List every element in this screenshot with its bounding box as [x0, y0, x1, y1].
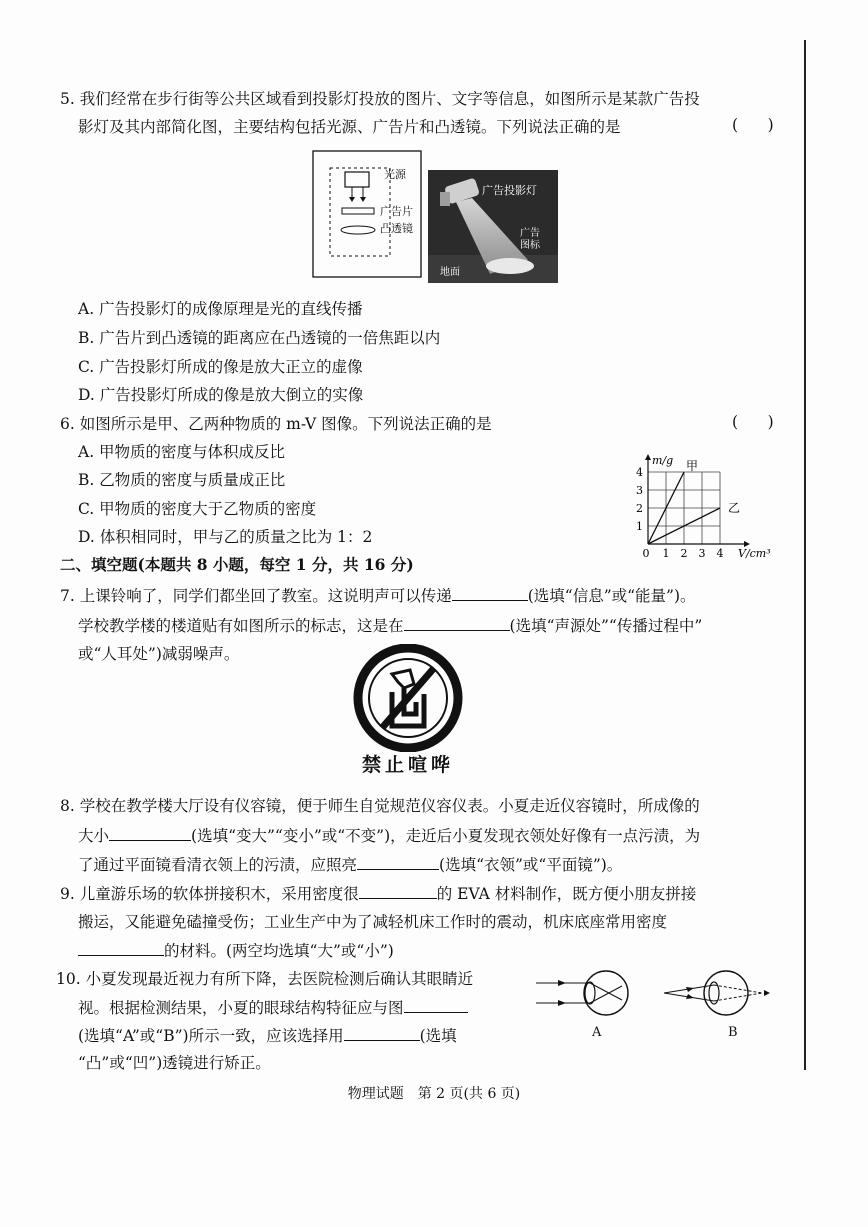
q8-line3: [78, 853, 622, 876]
q9-line1: [60, 882, 696, 905]
q9-blank-1[interactable]: [359, 882, 437, 899]
y-tick-label: 1: [636, 520, 643, 533]
q5-option-d: D. 广告投影灯所成的像是放大倒立的实像: [78, 386, 364, 404]
q9-text-2: 的 EVA 材料制作，既方便小朋友拼接: [436, 885, 697, 903]
q6-option-a: A. 甲物质的密度与体积成反比: [78, 443, 286, 461]
q5-answer-paren: ( ): [732, 116, 774, 134]
q8-text-2: (选填“变大”“变小”或“不变”)，走近后小夏发现衣领处好像有一点污渍，为: [191, 827, 701, 845]
eye-label-b: B: [728, 1025, 738, 1040]
q5-option-c: C. 广告投影灯所成的像是放大正立的虚像: [78, 358, 363, 376]
q9-blank-2[interactable]: [78, 939, 164, 956]
series-label: 乙: [728, 501, 741, 515]
q9-line3: [78, 939, 394, 962]
q7-blank-1[interactable]: [452, 584, 528, 601]
page-footer: 物理试题 第 2 页(共 6 页): [347, 1086, 521, 1102]
eye-diagram-a: [536, 966, 660, 1020]
sign-caption: 禁止喧哗: [361, 754, 454, 776]
q8-text-4: (选填“衣领”或“平面镜”)。: [439, 856, 623, 874]
y-axis-label: m/g: [652, 454, 674, 467]
q6-stem: 6. 如图所示是甲、乙两种物质的 m-V 图像。下列说法正确的是: [60, 415, 492, 433]
q9-line2: 搬运，又能避免磕撞受伤；工业生产中为了减轻机床工作时的震动，机床底座常用密度: [78, 913, 668, 931]
q7-line3: 或“人耳处”)减弱噪声。: [78, 645, 240, 663]
q7-text-1: 7. 上课铃响了，同学们都坐回了教室。这说明声可以传递: [60, 587, 452, 605]
y-axis-arrow: [645, 454, 651, 460]
no-noise-sign-icon: [352, 644, 464, 752]
y-tick-label: 3: [636, 484, 643, 497]
q8-blank-1[interactable]: [109, 824, 191, 841]
label-light-source: 光源: [384, 168, 406, 181]
x-tick-label: 4: [716, 547, 724, 560]
x-tick-label: 0: [642, 547, 650, 560]
x-tick-label: 2: [680, 547, 688, 560]
label-convex-lens: 凸透镜: [380, 222, 413, 235]
page-margin-rule: [804, 40, 806, 1070]
label-ad-pattern: 广告图标: [520, 228, 540, 251]
q10-line1: 10. 小夏发现最近视力有所下降，去医院检测后确认其眼睛近: [56, 970, 474, 988]
series-label: 甲: [686, 459, 699, 473]
label-ground: 地面: [440, 267, 460, 278]
q6-option-c: C. 甲物质的密度大于乙物质的密度: [78, 500, 317, 518]
y-tick-label: 2: [636, 502, 643, 515]
q10-text-2: (选填“A”或“B”)所示一致，应该选择用: [78, 1027, 344, 1045]
q10-line4: “凸”或“凹”)透镜进行矫正。: [78, 1054, 271, 1072]
q6-option-d: D. 体积相同时，甲与乙的质量之比为 1：2: [78, 528, 373, 546]
q8-line2: [78, 824, 700, 847]
q5-option-b: B. 广告片到凸透镜的距离应在凸透镜的一倍焦距以内: [78, 329, 441, 347]
q8-text-3: 了通过平面镜看清衣领上的污渍，应照亮: [78, 856, 358, 874]
q5-stem-line2: 影灯及其内部简化图，主要结构包括光源、广告片和凸透镜。下列说法正确的是: [78, 118, 621, 136]
q10-text-1: 视。根据检测结果，小夏的眼球结构特征应与图: [78, 999, 404, 1017]
q6-option-b: B. 乙物质的密度与质量成正比: [78, 471, 286, 489]
q9-text-1: 9. 儿童游乐场的软体拼接积木，采用密度很: [60, 885, 359, 903]
q7-text-2: (选填“信息”或“能量”)。: [527, 587, 696, 605]
y-tick-label: 4: [636, 466, 643, 479]
q5-stem-line1: 5. 我们经常在步行街等公共区域看到投影灯投放的图片、文字等信息，如图所示是某款广告投: [60, 90, 700, 108]
x-tick-label: 3: [698, 547, 706, 560]
q7-text-3: 学校教学楼的楼道贴有如图所示的标志，这是在: [78, 617, 404, 635]
q6-answer-paren: ( ): [732, 413, 774, 431]
q10-line2: [78, 996, 468, 1019]
mv-graph: [628, 440, 788, 560]
q9-text-3: 的材料。(两空均选填“大”或“小”): [164, 942, 394, 960]
q7-line2: [78, 614, 702, 637]
q8-line1: 8. 学校在教学楼大厅设有仪容镜，便于师生自觉规范仪容仪表。小夏走近仪容镜时，所成像的: [60, 797, 700, 815]
label-ad-film: 广告片: [380, 205, 413, 218]
x-tick-label: 1: [662, 547, 670, 560]
section-fill-in-title: 二、填空题(本题共 8 小题，每空 1 分，共 16 分): [60, 555, 414, 574]
q8-text-1: 大小: [78, 827, 110, 845]
q10-blank-1[interactable]: [404, 996, 468, 1013]
eye-label-a: A: [592, 1025, 602, 1040]
q10-blank-2[interactable]: [344, 1024, 420, 1041]
x-axis-label: V/cm³: [738, 547, 771, 560]
q7-line1: [60, 584, 696, 607]
q10-text-3: (选填: [419, 1027, 457, 1045]
q5-option-a: A. 广告投影灯的成像原理是光的直线传播: [78, 300, 363, 318]
q8-blank-2[interactable]: [357, 853, 439, 870]
eye-diagram-b: [662, 966, 786, 1020]
q10-line3: [78, 1024, 457, 1047]
q7-text-4: (选填“声源处”“传播过程中”: [509, 617, 703, 635]
q7-blank-2[interactable]: [404, 614, 510, 631]
label-ad-projector: 广告投影灯: [482, 184, 537, 197]
